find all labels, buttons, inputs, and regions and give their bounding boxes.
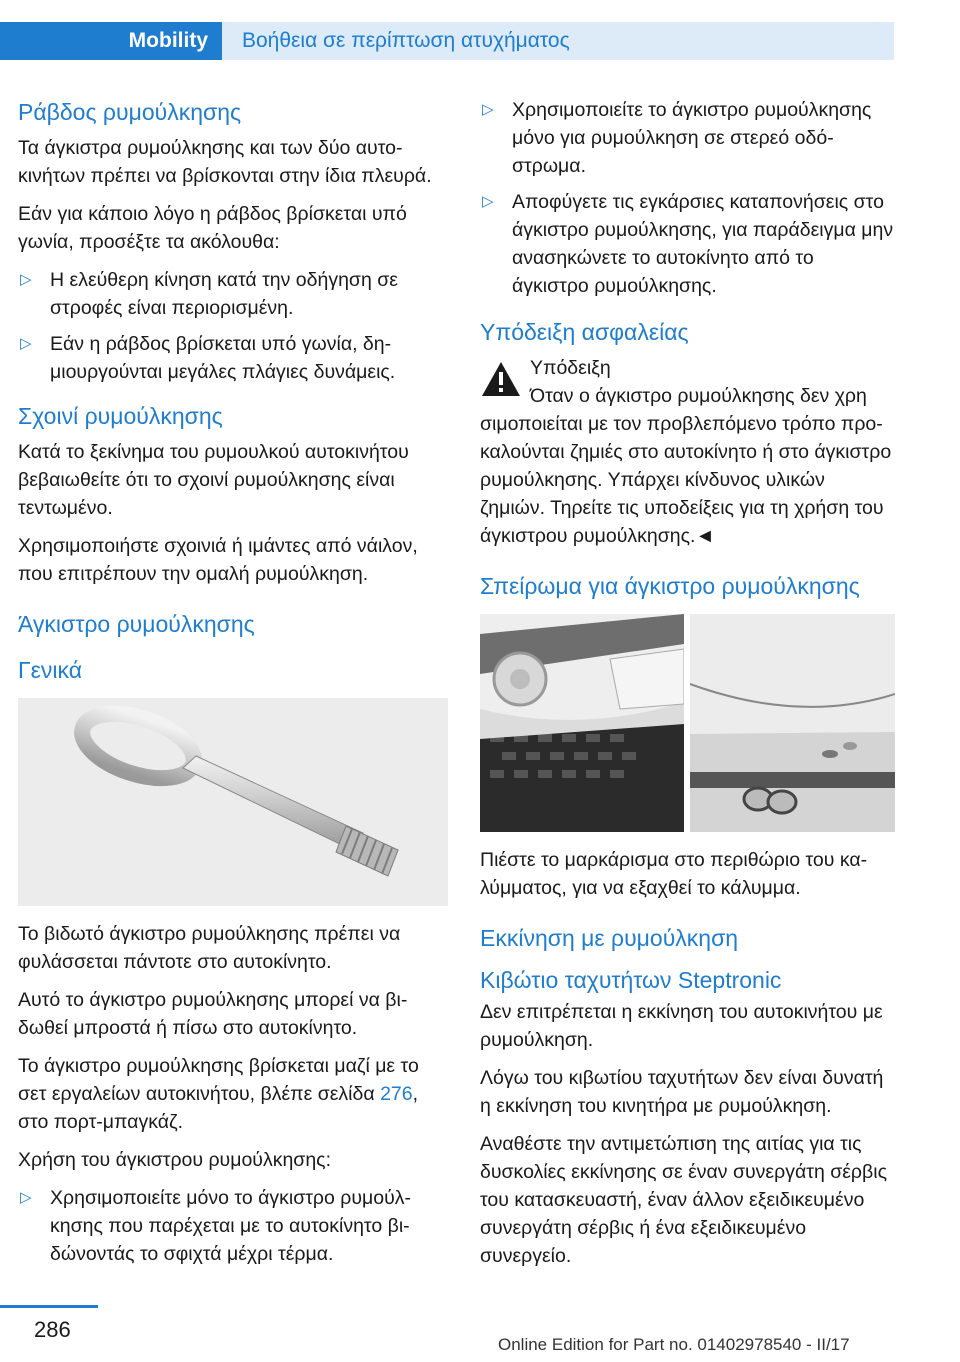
paragraph: Κατά το ξεκίνημα του ρυμουλκού αυτοκινήτου βεβαιωθείτε ότι το σχοινί ρυμούλκησης είναι τεντωμένο. bbox=[18, 441, 409, 519]
list-item: ▷ Η ελεύθερη κίνηση κατά την οδήγηση σε στροφές είναι περιορισμένη. bbox=[18, 266, 448, 322]
heading-general: Γενικά bbox=[18, 657, 83, 683]
paragraph: Αυτό το άγκιστρο ρυμούλκησης μπορεί να βιδωθεί μπροστά ή πίσω στο αυτοκίνητο. bbox=[18, 989, 408, 1039]
safety-label: Υπόδειξη bbox=[530, 357, 611, 379]
front-bumper-image bbox=[480, 614, 684, 832]
list-item: ▷ Εάν η ράβδος βρίσκεται υπό γωνία, δημιουργούνται μεγάλες πλάγιες δυνάμεις. bbox=[18, 330, 448, 386]
paragraph: Εάν για κάποιο λόγο η ράβδος βρίσκεται υπό γωνία, προσέξτε τα ακόλουθα: bbox=[18, 203, 407, 253]
edition-note: Online Edition for Part no. 01402978540 - II/17 bbox=[498, 1335, 850, 1354]
heading-steptronic: Κιβώτιο ταχυτήτων Steptronic bbox=[480, 967, 782, 993]
tow-hook-image bbox=[18, 698, 448, 906]
left-column bbox=[18, 96, 448, 1280]
safety-text-first: Όταν ο άγκιστρο ρυμούλκησης δεν χρη bbox=[530, 385, 867, 407]
heading-tow-start: Εκκίνηση με ρυμούλκηση bbox=[480, 925, 739, 951]
paragraph: Τα άγκιστρα ρυμούλκησης και των δύο αυτοκινήτων πρέπει να βρίσκονται στην ίδια πλευρά. bbox=[18, 137, 432, 187]
page-number: 286 bbox=[34, 1317, 71, 1342]
safety-text: σιμοποιείται με τον προβλεπόμενο τρόπο προκαλούνται ζημιές στο αυτοκίνητο ή στο άγκιστρο ρυμούλκησης. Υπάρχει κίνδυνος υλικών ζημιών. Τηρείτε τις υποδείξεις για τη χρήση του άγκιστρου ρυμούλκησης.◄ bbox=[480, 413, 892, 547]
warning-triangle-icon bbox=[480, 360, 522, 398]
paragraph-with-link bbox=[18, 1052, 448, 1136]
paragraph: Δεν επιτρέπεται η εκκίνηση του αυτοκινήτου με ρυμούλκηση. bbox=[480, 1001, 883, 1051]
rear-bumper-image bbox=[690, 614, 895, 832]
text: , στο πορτ-μπαγκάζ. bbox=[18, 1083, 419, 1133]
heading-tow-rod: Ράβδος ρυμούλκησης bbox=[18, 99, 242, 125]
bullet-list bbox=[18, 266, 448, 386]
list-item: ▷ Χρησιμοποιείτε μόνο το άγκιστρο ρυμούλκησης που παρέχεται με το αυτοκίνητο βιδώνοντάς το σφιχτά μέχρι τέρμα. bbox=[18, 1184, 448, 1268]
paragraph: Το βιδωτό άγκιστρο ρυμούλκησης πρέπει να φυλάσσεται πάντοτε στο αυτοκίνητο. bbox=[18, 923, 401, 973]
heading-safety-note: Υπόδειξη ασφαλείας bbox=[480, 319, 689, 345]
page-link[interactable]: 276 bbox=[380, 1083, 413, 1105]
paragraph: Χρήση του άγκιστρου ρυμούλκησης: bbox=[18, 1149, 331, 1171]
bullet-list bbox=[18, 1184, 448, 1268]
rear-bumper-illustration bbox=[690, 614, 895, 832]
tow-hook-illustration bbox=[18, 698, 448, 906]
paragraph: Χρησιμοποιήστε σχοινιά ή ιμάντες από νάιλον, που επιτρέπουν την ομαλή ρυμούλκηση. bbox=[18, 535, 418, 585]
safety-note bbox=[480, 354, 895, 550]
right-column bbox=[480, 96, 895, 1280]
page-header bbox=[0, 0, 960, 60]
header-tab-mobility: Mobility bbox=[0, 22, 222, 60]
heading-tow-hook: Άγκιστρο ρυμούλκησης bbox=[18, 611, 255, 637]
paragraph: Αναθέστε την αντιμετώπιση της αιτίας για τις δυσκολίες εκκίνησης σε έναν συνεργάτη σέρβις του κατασκευαστή, έναν άλλον εξειδικευμένο συνεργάτη σέρβις ή ένα εξειδικευμένο συνεργείο. bbox=[480, 1133, 887, 1267]
text: Το άγκιστρο ρυμούλκησης βρίσκεται μαζί με το σετ εργαλείων αυτοκινήτου, βλέπε σελίδα bbox=[18, 1055, 419, 1105]
list-item: ▷ Χρησιμοποιείτε το άγκιστρο ρυμούλκησης μόνο για ρυμούλκηση σε στερεό οδόστρωμα. bbox=[480, 96, 895, 180]
heading-thread: Σπείρωμα για άγκιστρο ρυμούλκησης bbox=[480, 573, 860, 599]
bullet-list bbox=[480, 96, 895, 300]
heading-tow-rope: Σχοινί ρυμούλκησης bbox=[18, 403, 223, 429]
bumper-images bbox=[480, 614, 895, 832]
header-tab-section: Βοήθεια σε περίπτωση ατυχήματος bbox=[222, 22, 894, 60]
paragraph: Πιέστε το μαρκάρισμα στο περιθώριο του καλύμματος, για να εξαχθεί το κάλυμμα. bbox=[480, 849, 868, 899]
footer-rule bbox=[0, 1305, 98, 1308]
front-bumper-illustration bbox=[480, 614, 684, 832]
paragraph: Λόγω του κιβωτίου ταχυτήτων δεν είναι δυνατή η εκκίνηση του κινητήρα με ρυμούλκηση. bbox=[480, 1067, 884, 1117]
list-item: ▷ Αποφύγετε τις εγκάρσιες καταπονήσεις στο άγκιστρο ρυμούλκησης, για παράδειγμα μην ανασηκώνετε το αυτοκίνητο από το άγκιστρο ρυμούλκησης. bbox=[480, 188, 895, 300]
